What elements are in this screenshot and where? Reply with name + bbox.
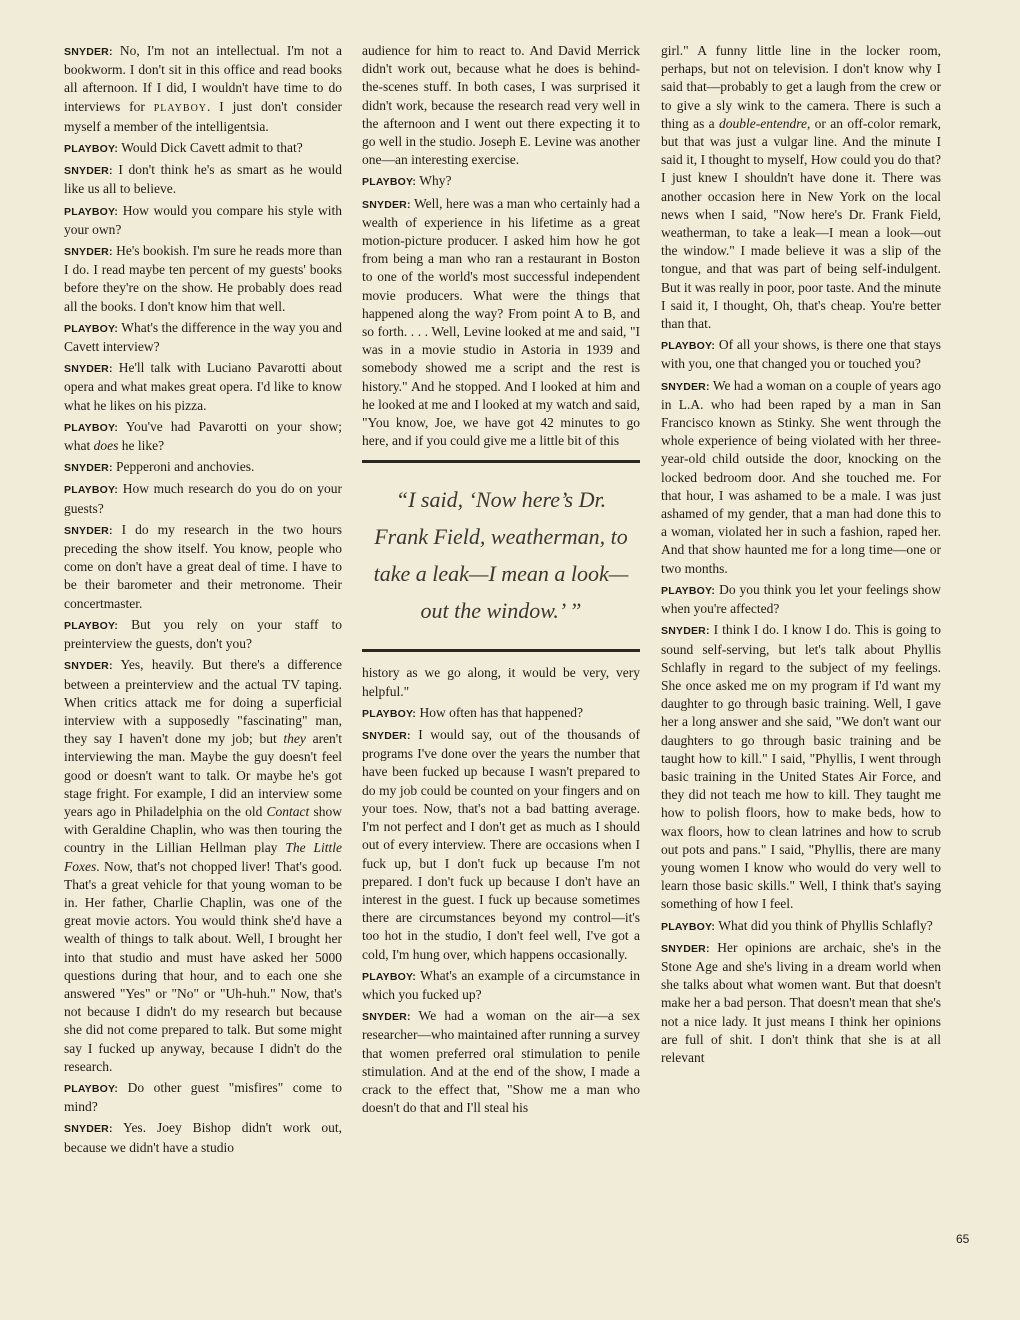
speaker-label: PLAYBOY:: [661, 920, 716, 933]
interview-paragraph: [64, 202, 342, 239]
speaker-label: SNYDER:: [64, 524, 113, 537]
paragraph-text: Well, here was a man who certainly had a wealth of experience in his lifetime as a great motion-picture producer. I asked him how he got from being a man who ran a restaurant in Boston to one of the world's most successful independent movie producers. What were the things that happened along the way? From point A to B, and so forth. . . . Well, Levine looked at me and said, "I was in a movie studio in Astoria in 1939 and somebody showed me a script and the rest is history." And he stopped. And I looked at him and he looked at me and I looked at my watch and said, "You know, Joe, we have got 42 minutes to go here, and if you could give me a little bit of this: [362, 195, 640, 449]
speaker-label: PLAYBOY:: [64, 421, 119, 434]
interview-paragraph: [362, 967, 640, 1004]
paragraph-text: What's the difference in the way you and Cavett interview?: [64, 319, 342, 355]
column-2: [362, 42, 640, 1120]
speaker-label: PLAYBOY:: [362, 970, 417, 983]
paragraph-text: He'll talk with Luciano Pavarotti about opera and what makes great opera. I'd like to know what he likes on his pizza.: [64, 360, 342, 413]
paragraph-text: he like?: [118, 438, 165, 454]
paragraph-text: . Now, that's not chopped liver! That's good. That's a great vehicle for that young woman to be in. Her father, Charlie Chaplin, was one of the great movie actors. You would think she'd have a wealth of things to talk about. Well, I brought her into that studio and must have asked her 5000 questions during that hour, and to each one she answered "Yes" or "No" or "Uh-huh." Now, that's not because I didn't do my research but because she did not come prepared to talk. But some might say I fucked up anyway, because I didn't do the research.: [64, 858, 342, 1074]
paragraph-text: Yes, heavily. But there's a difference between a preinterview and the actual TV taping. When critics attack me for doing a superficial interview with a supposedly "fascinating" man, they say I haven't done my job; but: [64, 657, 342, 747]
speaker-label: PLAYBOY:: [661, 340, 716, 353]
interview-paragraph: [661, 377, 941, 578]
interview-paragraph: [362, 726, 640, 964]
paragraph-text: I do my research in the two hours preceding the show itself. You know, people who come on don't have a great deal of time. I have to be their barometer and their metronome. Their concertmaster.: [64, 521, 343, 611]
paragraph-text: history as we go along, it would be very, very helpful.": [362, 665, 640, 699]
speaker-label: PLAYBOY:: [64, 484, 119, 497]
paragraph-text: Contact: [266, 803, 310, 819]
speaker-label: PLAYBOY:: [64, 619, 119, 632]
interview-paragraph: [661, 336, 941, 373]
paragraph-text: Yes. Joey Bishop didn't work out, because we didn't have a studio: [64, 1120, 343, 1155]
paragraph-text: We had a woman on the air—a sex researcher—who maintained after running a survey that women preferred oral stimulation to penile stimulation. And at the end of the show, I made a crack to the effect that, "Show me a man who doesn't do that and I'll steal his: [362, 1008, 640, 1116]
paragraph-text: How would you compare his style with your own?: [64, 202, 342, 237]
column-1: [64, 42, 342, 1160]
interview-paragraph: [362, 664, 640, 700]
interview-paragraph: [64, 42, 342, 136]
paragraph-text: Her opinions are archaic, she's in the Stone Age and she's living in a dream world when she talks about what women want. But that doesn't make her a bad person. That doesn't mean that she's not a nice lady. It just means I think her opinions are full of shit. I don't think that she is at all relevant: [661, 939, 941, 1065]
paragraph-text: The Little Foxes: [64, 840, 342, 874]
paragraph-text: they: [283, 731, 306, 747]
speaker-label: SNYDER:: [661, 942, 710, 955]
speaker-label: SNYDER:: [64, 165, 113, 178]
speaker-label: SNYDER:: [362, 198, 411, 211]
paragraph-text: Of all your shows, is there one that stays with you, one that changed you or touched you?: [661, 337, 942, 372]
paragraph-text: . I just don't consider myself a member of the intelligentsia.: [64, 98, 342, 134]
interview-paragraph: [362, 172, 640, 191]
paragraph-text: Do other guest "misfires" come to mind?: [64, 1079, 343, 1115]
interview-paragraph: [64, 418, 342, 455]
speaker-label: SNYDER:: [64, 660, 113, 673]
speaker-label: PLAYBOY:: [64, 205, 119, 218]
paragraph-text: PLAYBOY: [153, 102, 208, 114]
interview-paragraph: [362, 704, 640, 723]
paragraph-text: , or an off-color remark, but that was just a vulgar line. And the minute I said it, I thought to myself, How could you do that? I just knew I shouldn't have done it. There was another occasion here in New York on the local news when I said, "Now here's Dr. Frank Field, weatherman, to take a leak—I mean a look—out the window." I made believe it was a slip of the tongue, and that was part of being self-indulgent. But it was really in poor, poor taste. And the minute I said it, I thought, Oh, that's cheap. You're better than that.: [661, 115, 941, 332]
interview-paragraph: [362, 1007, 640, 1117]
speaker-label: SNYDER:: [64, 363, 113, 376]
paragraph-text: double-entendre: [719, 115, 807, 131]
paragraph-text: We had a woman on a couple of years ago in L.A. who had been raped by a man in San Francisco known as Stinky. She went through the whole experience of being violated with her three-year-old child outside the door, knocking on the locked bedroom door. And she touched me. For that hour, I was ashamed to be a male. I was just ashamed of my gender, that a man had done this to a woman, violated her in such a fashion, raped her. And that show haunted me for a long time—one or two months.: [661, 377, 941, 576]
paragraph-text: aren't interviewing the man. Maybe the guy doesn't feel good or doesn't want to talk. Or maybe he's got stage fright. For example, I did an interview some years ago in Philadelphia on the old: [64, 731, 342, 819]
page-number: 65: [956, 1232, 970, 1246]
paragraph-text: I think I do. I know I do. This is going to sound self-serving, but let's talk about Phyllis Schlafly in regard to the subject of my feelings. She once asked me on my program if I'd want my daughter to go through basic training. Well, I gave her a long answer and she said, "We don't want our daughters to go through basic training and be taught how to kill." I said, "Phyllis, I went through basic training in the United States Air Force, and they did not teach me how to kill. They taught me how to polish floors, how to make beds, how to wax floors, how to clean latrines and how to scrub out pots and pans." I said, "Phyllis, there are many young women I know who would do very well to learn those basic skills." Well, I think that's saying something of how I feel.: [661, 622, 942, 912]
paragraph-text: Pepperoni and anchovies.: [116, 459, 255, 475]
paragraph-text: Do you think you let your feelings show when you're affected?: [661, 581, 942, 617]
interview-paragraph: [64, 458, 342, 477]
paragraph-text: How often has that happened?: [419, 704, 583, 720]
column-2-bottom-text: [362, 664, 640, 1117]
speaker-label: PLAYBOY:: [362, 176, 417, 189]
paragraph-text: He's bookish. I'm sure he reads more than I do. I read maybe ten percent of my guests' books before they're on the show. He probably does read all the books. I don't know him that well.: [64, 243, 343, 314]
speaker-label: PLAYBOY:: [64, 322, 119, 335]
paragraph-text: You've had Pavarotti on your show; what: [64, 418, 342, 454]
interview-paragraph: [64, 319, 342, 356]
speaker-label: SNYDER:: [64, 246, 113, 259]
paragraph-text: does: [93, 438, 119, 454]
paragraph-text: I don't think he's as smart as he would like us all to believe.: [64, 162, 342, 197]
interview-paragraph: [661, 42, 941, 333]
interview-paragraph: [661, 917, 941, 936]
paragraph-text: Would Dick Cavett admit to that?: [121, 140, 303, 156]
paragraph-text: What did you think of Phyllis Schlafly?: [718, 917, 933, 933]
interview-paragraph: [64, 616, 342, 653]
paragraph-text: But you rely on your staff to preinterview the guests, don't you?: [64, 616, 343, 652]
speaker-label: SNYDER:: [64, 1123, 113, 1136]
speaker-label: SNYDER:: [362, 730, 411, 743]
speaker-label: SNYDER:: [661, 625, 710, 638]
pull-quote: “I said, ‘Now here’s Dr. Frank Field, weatherman, to take a leak—I mean a look—out the window.’ ”: [362, 460, 640, 652]
interview-paragraph: [64, 521, 342, 613]
interview-paragraph: [362, 195, 640, 451]
speaker-label: PLAYBOY:: [64, 143, 119, 156]
speaker-label: SNYDER:: [64, 462, 113, 475]
paragraph-text: Why?: [419, 173, 452, 189]
interview-paragraph: [362, 42, 640, 169]
speaker-label: SNYDER:: [362, 1011, 411, 1024]
interview-paragraph: [64, 161, 342, 198]
interview-paragraph: [661, 581, 941, 618]
speaker-label: PLAYBOY:: [661, 584, 716, 597]
speaker-label: SNYDER:: [661, 380, 710, 393]
interview-paragraph: [64, 139, 342, 158]
paragraph-text: How much research do you do on your guests?: [64, 481, 343, 516]
paragraph-text: No, I'm not an intellectual. I'm not a bookworm. I don't sit in this office and read books all afternoon. If I did, I wouldn't have time to do interviews for: [64, 43, 342, 114]
interview-paragraph: [64, 359, 342, 415]
column-2-top-text: [362, 42, 640, 450]
speaker-label: PLAYBOY:: [362, 707, 417, 720]
interview-paragraph: [661, 621, 941, 913]
interview-paragraph: [64, 1119, 342, 1156]
speaker-label: SNYDER:: [64, 46, 113, 58]
paragraph-text: show with Geraldine Chaplin, who was then touring the country in the Lillian Hellman play: [64, 803, 342, 856]
interview-paragraph: [64, 656, 342, 1076]
interview-paragraph: [661, 939, 941, 1067]
interview-paragraph: [64, 242, 342, 316]
paragraph-text: audience for him to react to. And David Merrick didn't work out, because what he does is behind-the-scenes stuff. In both cases, I was surprised it didn't work, because the research read very well in the afternoon and I went out there expecting it to go well in the studio. Joseph E. Levine was another one—an interesting exercise.: [362, 43, 640, 168]
paragraph-text: What's an example of a circumstance in which you fucked up?: [362, 967, 640, 1002]
column-3: [661, 42, 941, 1070]
speaker-label: PLAYBOY:: [64, 1082, 119, 1095]
paragraph-text: girl." A funny little line in the locker room, perhaps, but not on television. I don't know why I said that—probably to get a laugh from the crew or to give a sly wink to the camera. There is such a thing as a: [661, 43, 941, 131]
interview-paragraph: [64, 1079, 342, 1116]
paragraph-text: I would say, out of the thousands of programs I've done over the years the number that have been fucked up because I wasn't prepared to do my job could be counted on your fingers and on your toes. Now, that's not a bad batting average. I'm not perfect and I don't get as much as I should out of every interview. There are occasions when I fuck up, but I don't fuck up because I'm not prepared. I don't fuck up because I don't have an interest in the guest. I fuck up because sometimes there are circumstances beyond my control—it's too hot in the studio, I don't feel well, I've got a cold, I'm hung over, which happens occasionally.: [362, 727, 640, 962]
interview-paragraph: [64, 480, 342, 517]
